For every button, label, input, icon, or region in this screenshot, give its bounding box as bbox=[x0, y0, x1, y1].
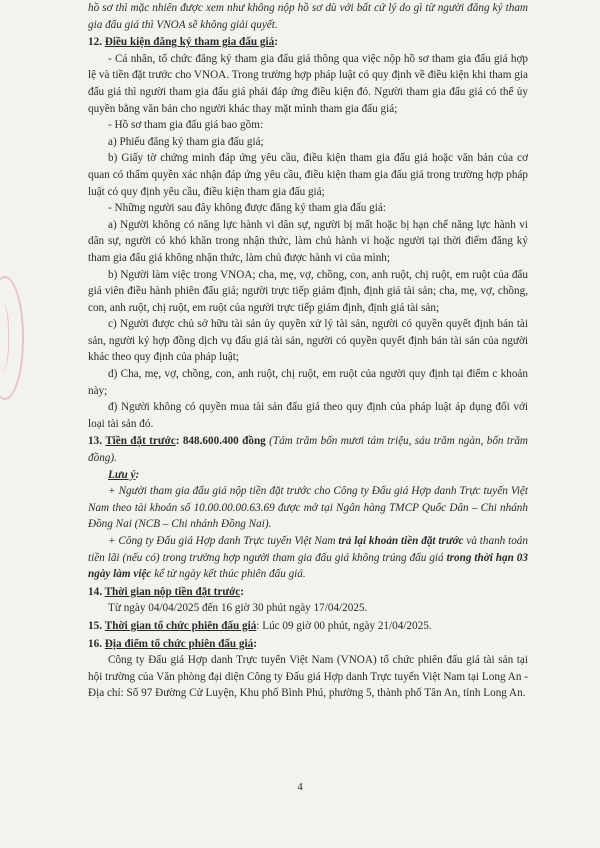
section-12-list-item: b) Giấy tờ chứng minh đáp ứng yêu cầu, điều kiện tham gia đấu giá hoặc văn bản của cơ quan có thẩm quyền xác nhận đáp ứng yêu cầu, điều kiện tham gia đấu giá trong trường hợp pháp luật có quy định yêu cầu, điều kiện tham gia đấu giá; bbox=[88, 152, 528, 198]
deposit-amount: : 848.600.400 đồng bbox=[175, 435, 266, 448]
section-13-heading: 13. Tiền đặt trước: 848.600.400 đồng (Tám trăm bốn mươi tám triệu, sáu trăm ngàn, bốn trăm đồng). bbox=[88, 435, 529, 465]
section-12-list-item: a) Phiếu đăng ký tham gia đấu giá; bbox=[108, 135, 264, 148]
section-12-list-item: d) Cha, mẹ, vợ, chồng, con, anh ruột, chị ruột, em ruột của người quy định tại điểm c khoản này; bbox=[88, 368, 528, 397]
section-14-title: Thời gian nộp tiền đặt trước bbox=[104, 585, 241, 598]
section-13-title: Tiền đặt trước bbox=[105, 435, 176, 448]
section-15-heading: 15. Thời gian tổ chức phiên đấu giá: Lúc 09 giờ 00 phút, ngày 21/04/2025. bbox=[88, 619, 432, 632]
section-14-body: Từ ngày 04/04/2025 đến 16 giờ 30 phút ngày 17/04/2025. bbox=[108, 602, 368, 615]
note-paragraph: + Người tham gia đấu giá nộp tiền đặt trước cho Công ty Đấu giá Hợp danh Trực tuyến Việt Nam theo tài khoản số 10.00.00.00.63.69 được mở tại Ngân hàng TMCP Quốc Dân – Chi nhánh Đồng Nai (NCB – Chi nhánh Đồng Nai). bbox=[88, 485, 528, 531]
section-12-paragraph: - Cá nhân, tổ chức đăng ký tham gia đấu giá thông qua việc nộp hồ sơ tham gia đấu giá hợp lệ và tiền đặt trước cho VNOA. Trong trường hợp pháp luật có quy định về điều kiện khi tham gia đấu giá thì người tham gia đấu giá phải đáp ứng điều kiện đó. Người tham gia đấu giá có thể ủy quyền bằng văn bản cho người khác thay mặt mình tham gia đấu giá; bbox=[88, 52, 528, 115]
section-12-heading: 12. Điều kiện đăng ký tham gia đấu giá: bbox=[88, 36, 278, 49]
section-12-list-item: đ) Người không có quyền mua tài sản đấu giá theo quy định của pháp luật áp dụng đối với loại tài sản đó. bbox=[88, 401, 528, 430]
deposit-amount-words: (Tám trăm bốn mươi tám triệu, sáu trăm ngàn, bốn trăm đồng). bbox=[88, 435, 529, 465]
section-12-title: Điều kiện đăng ký tham gia đấu giá bbox=[104, 36, 275, 49]
section-14-heading: 14. Thời gian nộp tiền đặt trước: bbox=[88, 585, 244, 598]
document-body bbox=[88, 0, 528, 702]
note-label: Lưu ý bbox=[108, 468, 136, 481]
section-16-title: Địa điểm tổ chức phiên đấu giá bbox=[104, 637, 254, 650]
section-12-list-item: b) Người làm việc trong VNOA; cha, mẹ, vợ, chồng, con, anh ruột, chị ruột, em ruột của đấu giá viên điều hành phiên đấu giá; người trực tiếp giám định, định giá tài sản; cha, mẹ, vợ, chồng, con, anh ruột, chị ruột, em ruột của người trực tiếp giám định, định giá tài sản; bbox=[88, 268, 528, 314]
note-paragraph: + Công ty Đấu giá Hợp danh Trực tuyến Việt Nam trả lại khoản tiền đặt trước và thanh toán tiền lãi (nếu có) trong trường hợp người tham gia đấu giá không trúng đấu giá trong thời hạn 03 ngày làm việc kể từ ngày kết thúc phiên đấu giá. bbox=[88, 535, 528, 581]
section-16-body: Công ty Đấu giá Hợp danh Trực tuyến Việt Nam (VNOA) tổ chức phiên đấu giá tài sản tại hội trường của Văn phòng đại diện Công ty Đấu giá Hợp danh Trực tuyến Việt Nam tại Long An - Địa chỉ: Số 97 Đường Cử Luyện, Khu phố Bình Phú, phường 5, thành phố Tân An, tỉnh Long An. bbox=[88, 654, 528, 700]
section-12-paragraph: - Hồ sơ tham gia đấu giá bao gồm: bbox=[108, 119, 264, 132]
continuation-paragraph: hồ sơ thì mặc nhiên được xem như không nộp hồ sơ dù với bất cứ lý do gì từ người đăng ký tham gia đấu giá thì VNOA sẽ không giải quyết. bbox=[88, 2, 528, 31]
section-16-heading: 16. Địa điểm tổ chức phiên đấu giá: bbox=[88, 637, 257, 650]
section-12-list-item: a) Người không có năng lực hành vi dân sự, người bị mất hoặc bị hạn chế năng lực hành vi dân sự, người có khó khăn trong nhận thức, làm chủ hành vi hoặc người tại thời điểm đăng ký tham gia đấu giá không nhận thức, làm chủ được hành vi của mình; bbox=[88, 218, 528, 264]
section-12-list-item: c) Người được chủ sở hữu tài sản ủy quyền xử lý tài sản, người có quyền quyết định bán tài sản, người ký hợp đồng dịch vụ đấu giá tài sản, người có quyền quyết định bán tài sản của người khác theo quy định của pháp luật; bbox=[88, 318, 528, 364]
auction-time: : Lúc 09 giờ 00 phút, ngày 21/04/2025. bbox=[256, 619, 432, 632]
note-label-line: Lưu ý: bbox=[108, 468, 140, 481]
section-12-paragraph: - Những người sau đây không được đăng ký tham gia đấu giá: bbox=[108, 202, 386, 215]
section-15-title: Thời gian tổ chức phiên đấu giá bbox=[104, 619, 257, 632]
page-number: 4 bbox=[297, 781, 303, 793]
